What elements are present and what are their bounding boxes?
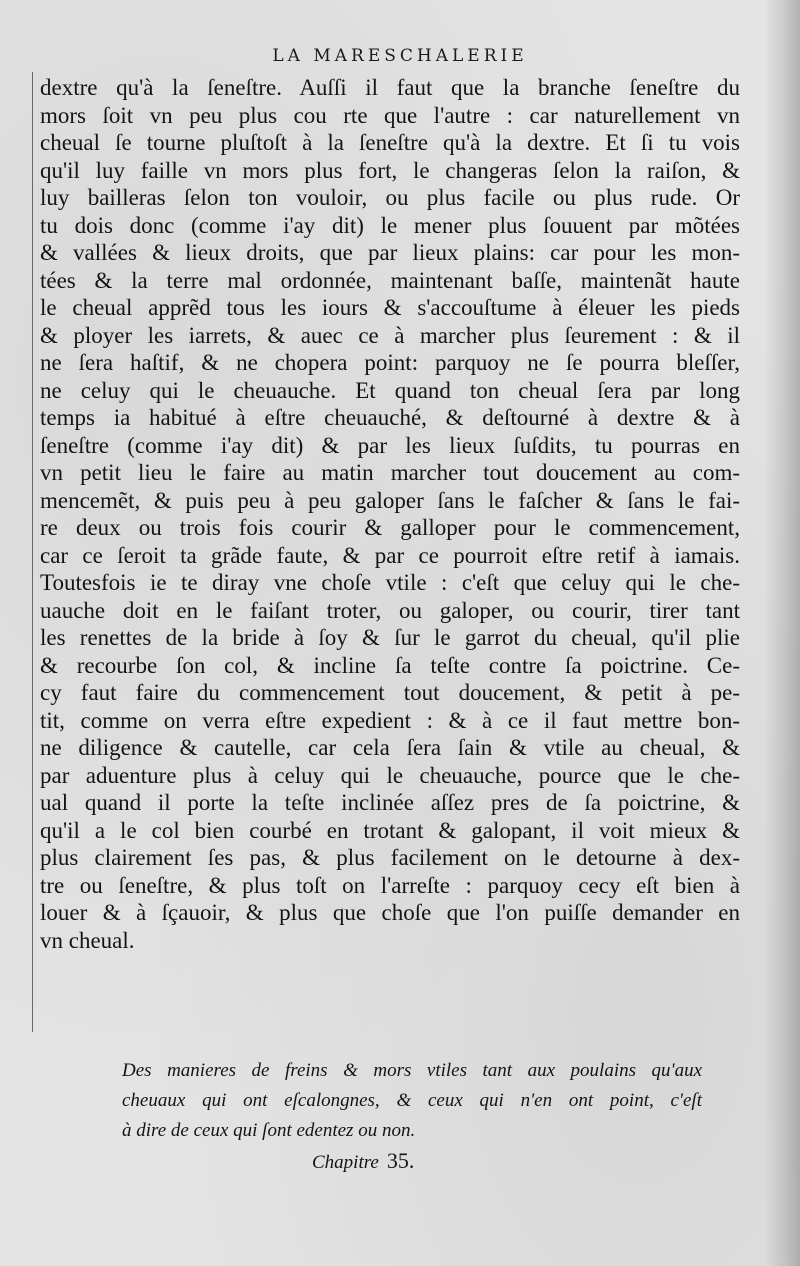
text-line: tit, comme on verra eſtre expedient : & à ce il faut mettre bon-	[40, 707, 740, 733]
text-line: tre ou ſeneſtre, & plus toſt on l'arreſte : parquoy cecy eſt bien à	[40, 872, 740, 898]
text-line: les renettes de la bride à ſoy & ſur le garrot du cheual, qu'il plie	[40, 625, 740, 650]
text-line: qu'il a le col bien courbé en trotant & galopant, il voit mieux &	[40, 817, 740, 843]
text-line: ſeneſtre (comme i'ay dit) & par les lieux ſuſdits, tu pourras en	[40, 432, 740, 458]
text-line: qu'il luy faille vn mors plus fort, le changeras ſelon la raiſon, &	[40, 157, 740, 183]
chapter-number: 35.	[386, 1148, 415, 1173]
text-line: ne celuy qui le cheuauche. Et quand ton cheual ſera par long	[40, 377, 740, 403]
chapter-word: Chapitre	[312, 1152, 379, 1173]
text-line: cy faut faire du commencement tout doucement, & petit à pe-	[40, 680, 740, 705]
text-line: temps ia habitué à eſtre cheuauché, & deſtourné à dextre & à	[40, 405, 740, 430]
text-line: & vallées & lieux droits, que par lieux plains: car pour les mon-	[40, 240, 740, 265]
heading-line: cheuaux qui ont eſcalongnes, & ceux qui n'en ont point, c'eſt	[122, 1090, 702, 1111]
text-line: vn petit lieu le faire au matin marcher tout doucement au com-	[40, 460, 740, 485]
text-line: ual quand il porte la teſte inclinée aſſez pres de ſa poictrine, &	[40, 790, 740, 815]
text-line: le cheual apprẽd tous les iours & s'accouſtume à éleuer les pieds	[40, 295, 740, 320]
page-gutter-shadow	[764, 0, 800, 1266]
running-head: LA MARESCHALERIE	[272, 46, 528, 66]
text-line: luy bailleras ſelon ton vouloir, ou plus facile ou plus rude. Or	[40, 185, 740, 210]
text-line: & recourbe ſon col, & incline ſa teſte contre ſa poictrine. Ce-	[40, 652, 740, 678]
chapter-heading	[122, 1056, 702, 1146]
text-line: vn cheual.	[40, 927, 135, 953]
body-text	[40, 74, 740, 954]
text-line: par aduenture plus à celuy qui le cheuauche, pource que le che-	[40, 762, 740, 788]
text-line: dextre qu'à la ſeneſtre. Auſſi il faut que la branche ſeneſtre du	[40, 75, 740, 100]
text-line: cheual ſe tourne pluſtoſt à la ſeneſtre qu'à la dextre. Et ſi tu vois	[40, 130, 740, 155]
text-line: ne ſera haſtif, & ne chopera point: parquoy ne ſe pourra bleſſer,	[40, 350, 740, 375]
text-line: & ployer les iarrets, & auec ce à marcher plus ſeurement : & il	[40, 322, 740, 348]
heading-line: à dire de ceux qui ſont edentez ou non.	[122, 1120, 416, 1141]
text-line: car ce ſeroit ta grãde faute, & par ce pourroit eſtre retif à iamais.	[40, 542, 740, 568]
text-line: louer & à ſçauoir, & plus que choſe que l'on puiſſe demander en	[40, 900, 740, 925]
text-line: Toutesfois ie te diray vne choſe vtile : c'eſt que celuy qui le che-	[40, 570, 740, 595]
text-line: mencemẽt, & puis peu à peu galoper ſans le faſcher & ſans le fai-	[40, 487, 740, 513]
text-line: uauche doit en le faiſant troter, ou galoper, ou courir, tirer tant	[40, 597, 740, 623]
text-line: re deux ou trois fois courir & galloper pour le commencement,	[40, 515, 740, 540]
chapter-label	[312, 1148, 414, 1174]
text-line: ne diligence & cautelle, car cela ſera ſain & vtile au cheual, &	[40, 735, 740, 760]
heading-line: Des manieres de freins & mors vtiles tant aux poulains qu'aux	[122, 1060, 702, 1081]
text-line: tées & la terre mal ordonnée, maintenant baſſe, maintenãt haute	[40, 267, 740, 293]
text-line: plus clairement ſes pas, & plus facilement on le detourne à dex-	[40, 845, 740, 870]
margin-rule	[32, 72, 33, 1032]
text-line: mors ſoit vn peu plus cou rte que l'autre : car naturellement vn	[40, 102, 740, 128]
text-line: tu dois donc (comme i'ay dit) le mener plus ſouuent par mõtées	[40, 212, 740, 238]
